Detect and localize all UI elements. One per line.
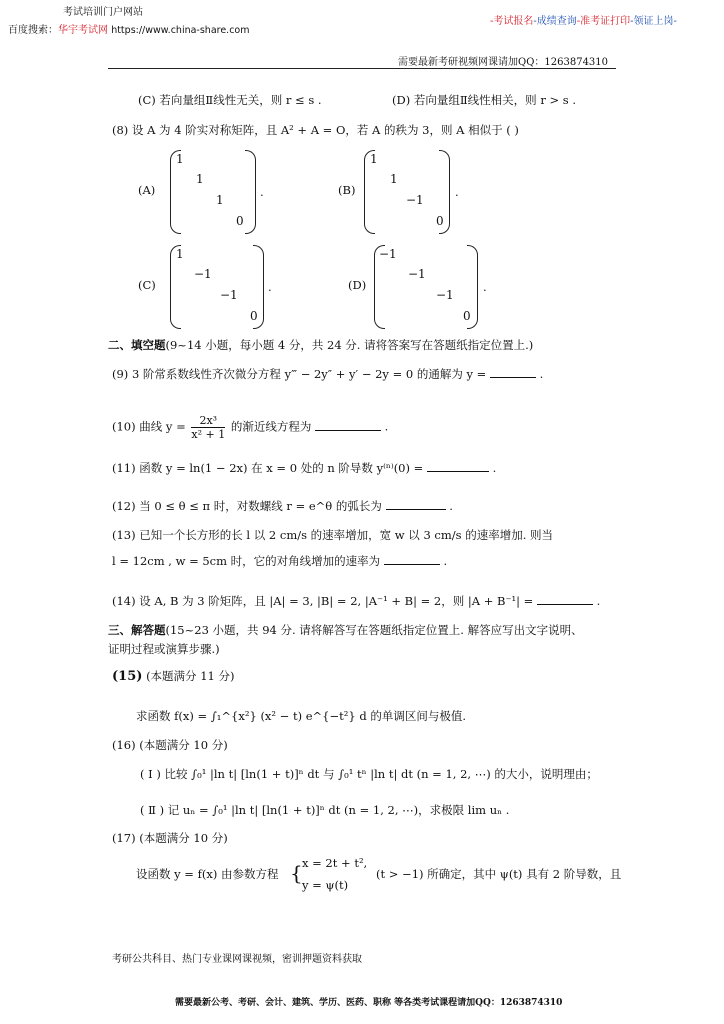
matrix-c-period: .: [268, 280, 272, 294]
section3-heading: [108, 622, 583, 638]
q9-text: (9) 3 阶常系数线性齐次微分方程 y‴ − 2y″ + y′ − 2y = 0 的通解为 y =: [112, 367, 487, 381]
q9-question: (9) 3 阶常系数线性齐次微分方程 y‴ − 2y″ + y′ − 2y = 0 的通解为 y = .: [112, 367, 544, 381]
q10-fraction: [191, 414, 225, 441]
matrix-d-entry-4: 0: [463, 309, 471, 323]
search-label-text: 百度搜索：: [8, 25, 58, 36]
q10-pre: (10) 曲线 y =: [112, 419, 186, 434]
q12-text: (12) 当 0 ≤ θ ≤ π 时，对数螺线 r = e^θ 的弧长为: [112, 499, 382, 513]
matrix-b-period: .: [455, 185, 459, 199]
q12-answer-blank[interactable]: [386, 499, 446, 510]
q10-denominator: x² + 1: [191, 428, 226, 441]
q16-part1: ( Ⅰ ) 比较 ∫₀¹ |ln t| [ln(1 + t)]ⁿ dt 与 ∫₀¹ tⁿ |ln t| dt (n = 1, 2, ⋯) 的大小，说明理由；: [140, 767, 598, 781]
q8-option-c-label: (C): [138, 278, 156, 292]
q13-line2: l = 12cm , w = 5cm 时，它的对角线增加的速率为 .: [112, 554, 448, 568]
matrix-c-entry-2: −1: [194, 267, 212, 281]
section3-desc2: 证明过程或演算步骤.): [108, 642, 220, 656]
matrix-b-entry-2: 1: [390, 172, 398, 186]
section3-desc1: (15~23 小题，共 94 分. 请将解答写在答题纸指定位置上. 解答应写出文字说明、: [165, 623, 583, 637]
q17-system-brace: {: [290, 861, 303, 885]
q7-option-c: (C) 若向量组Ⅱ线性无关，则 r ≤ s .: [138, 93, 322, 107]
nav-score-link[interactable]: -成绩查询: [533, 16, 577, 27]
q17-eq1: x = 2t + t²,: [302, 856, 368, 870]
matrix-a-entry-2: 1: [196, 172, 204, 186]
q17-header: (17) (本题满分 10 分): [112, 831, 228, 845]
q16-part2: ( Ⅱ ) 记 uₙ = ∫₀¹ |ln t| [ln(1 + t)]ⁿ dt (n = 1, 2, ⋯)，求极限 lim uₙ .: [140, 803, 510, 817]
q14-answer-blank[interactable]: [537, 594, 593, 605]
nav-links: [490, 12, 677, 27]
q11-text: (11) 函数 y = ln(1 − 2x) 在 x = 0 处的 n 阶导数 y⁽ⁿ⁾(0) =: [112, 461, 424, 475]
footer-line1: 考研公共科目、热门专业课网课视频，密训押题资料获取: [112, 954, 362, 965]
section2-heading: [108, 337, 533, 353]
matrix-d-entry-2: −1: [408, 267, 426, 281]
nav-ticket-link[interactable]: -准考证打印: [576, 16, 631, 27]
q11-question: (11) 函数 y = ln(1 − 2x) 在 x = 0 处的 n 阶导数 y⁽ⁿ⁾(0) = .: [112, 461, 497, 475]
matrix-b: [364, 150, 450, 234]
q14-text: (14) 设 A, B 为 3 阶矩阵，且 |A| = 3, |B| = 2, |A⁻¹ + B| = 2，则 |A + B⁻¹| =: [112, 594, 534, 608]
q10-answer-blank[interactable]: [315, 420, 381, 431]
matrix-c-entry-3: −1: [220, 288, 238, 302]
matrix-a-entry-3: 1: [216, 193, 224, 207]
brand-link[interactable]: 华宇考试网: [58, 25, 108, 36]
search-label: [8, 21, 250, 36]
q12-question: (12) 当 0 ≤ θ ≤ π 时，对数螺线 r = e^θ 的弧长为 .: [112, 499, 453, 513]
q8-option-a-label: (A): [138, 183, 156, 197]
matrix-d-period: .: [483, 280, 487, 294]
matrix-b-entry-4: 0: [436, 214, 444, 228]
nav-signup-link[interactable]: -考试报名: [490, 16, 534, 27]
q17-pre: 设函数 y = f(x) 由参数方程: [136, 867, 279, 881]
q9-answer-blank[interactable]: [490, 367, 536, 378]
matrix-b-entry-1: 1: [370, 152, 378, 166]
header-divider: [108, 68, 616, 69]
matrix-d-entry-3: −1: [436, 288, 454, 302]
q8-option-b-label: (B): [338, 183, 356, 197]
q13-answer-blank[interactable]: [384, 554, 440, 565]
q17-post: (t > −1) 所确定，其中 ψ(t) 具有 2 阶导数，且: [376, 867, 622, 881]
section3-title: 三、解答题: [108, 623, 166, 637]
q13-line1: (13) 已知一个长方形的长 l 以 2 cm/s 的速率增加，宽 w 以 3 cm/s 的速率增加. 则当: [112, 528, 554, 542]
q16-header: (16) (本题满分 10 分): [112, 738, 228, 752]
q8-question: (8) 设 A 为 4 阶实对称矩阵，且 A² + A = O，若 A 的秩为 3，则 A 相似于 ( ): [112, 123, 519, 137]
q14-question: (14) 设 A, B 为 3 阶矩阵，且 |A| = 3, |B| = 2, |A⁻¹ + B| = 2，则 |A + B⁻¹| = .: [112, 594, 601, 608]
footer-line2: 需要最新公考、考研、会计、建筑、学历、医药、职称 等各类考试课程请加QQ：1263874310: [175, 998, 563, 1008]
q13-line2-text: l = 12cm , w = 5cm 时，它的对角线增加的速率为: [112, 554, 381, 568]
section2-title: 二、填空题: [108, 338, 166, 352]
q8-option-d-label: (D): [348, 278, 367, 292]
matrix-c-entry-4: 0: [250, 309, 258, 323]
matrix-a-right-bracket: [245, 150, 256, 234]
nav-cert-link[interactable]: -领证上岗-: [630, 16, 677, 27]
q17-eq2: y = ψ(t): [302, 878, 349, 892]
matrix-a-entry-1: 1: [176, 152, 184, 166]
q15-header: [112, 668, 234, 684]
q10-numerator: 2x³: [191, 414, 225, 428]
matrix-a-entry-4: 0: [236, 214, 244, 228]
matrix-d-entry-1: −1: [379, 247, 397, 261]
site-url-link[interactable]: https://www.china-share.com: [111, 25, 250, 36]
matrix-d: [374, 245, 478, 329]
q15-number: (15): [112, 669, 143, 684]
matrix-a: [170, 150, 256, 234]
site-title: 考试培训门户网站: [63, 7, 143, 18]
matrix-c-entry-1: 1: [176, 247, 184, 261]
q10-question: (10) 曲线 y = $\frac{\text{2x³}}{\text{x² + 1}}$ 的渐近线方程为 .: [112, 414, 389, 441]
q15-body: 求函数 f(x) = ∫₁^{x²} (x² − t) e^{−t²} d 的单调区间与极值.: [136, 709, 467, 723]
section2-desc: (9~14 小题，每小题 4 分，共 24 分. 请将答案写在答题纸指定位置上.): [165, 338, 534, 352]
q10-post: 的渐近线方程为: [230, 419, 312, 434]
q11-answer-blank[interactable]: [427, 461, 489, 472]
matrix-a-period: .: [260, 185, 264, 199]
q15-score: (本题满分 11 分): [146, 669, 235, 683]
matrix-c: [170, 245, 264, 329]
qq-notice: 需要最新考研视频网课请加QQ：1263874310: [398, 57, 609, 68]
q7-option-d: (D) 若向量组Ⅱ线性相关，则 r > s .: [392, 93, 576, 107]
matrix-b-entry-3: −1: [406, 193, 424, 207]
